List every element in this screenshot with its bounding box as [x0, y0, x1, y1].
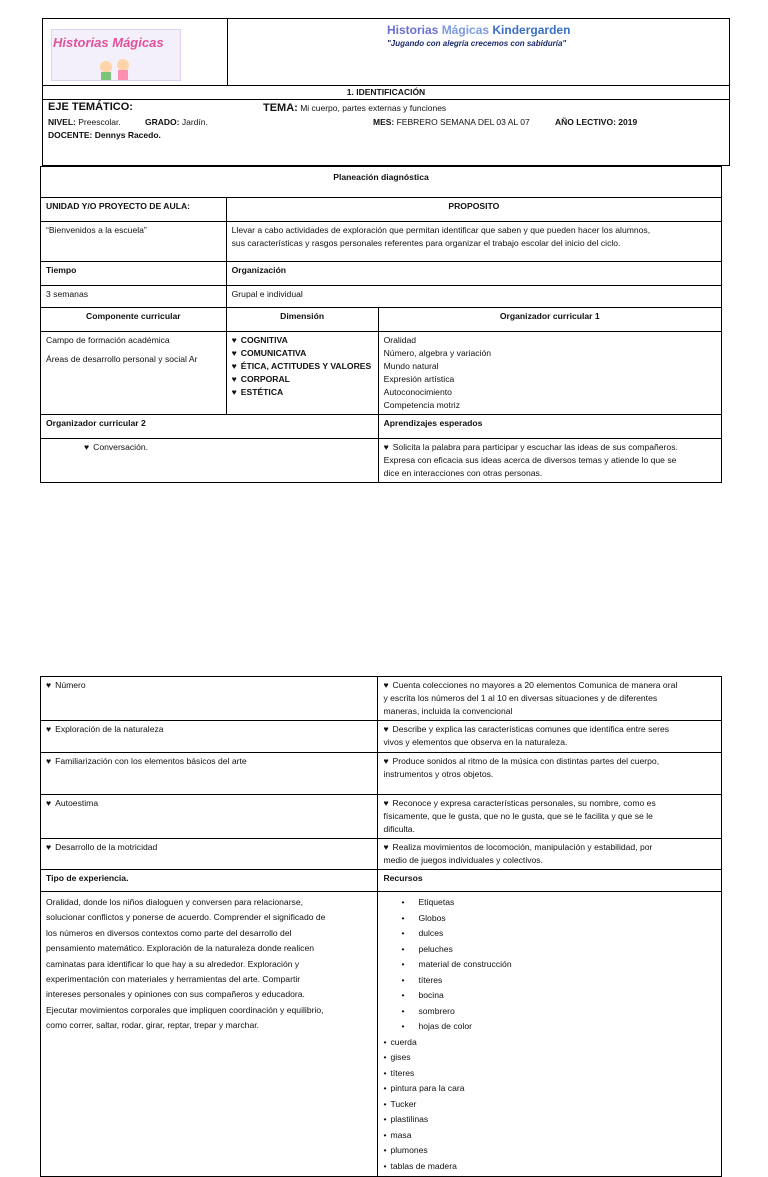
- heart-icon: ♥: [383, 442, 389, 452]
- proposito-value: [226, 222, 721, 262]
- organizacion-label: Organización: [226, 262, 721, 286]
- tipo-experiencia-text: [41, 892, 378, 1177]
- org1-item: Autoconocimiento: [383, 387, 452, 397]
- heart-icon: ♥: [383, 756, 389, 766]
- aprendizaje-line: medio de juegos individuales y colectivos.: [383, 855, 543, 865]
- aprendizajes-value: [378, 439, 721, 483]
- heart-icon: ♥: [231, 335, 237, 345]
- org2-value: [41, 439, 379, 483]
- aprendizaje-line: Cuenta colecciones no mayores a 20 elementos Comunica de manera oral: [392, 680, 678, 690]
- recurso-item: pintura para la cara: [390, 1083, 465, 1093]
- bullet-icon: •: [383, 1145, 387, 1155]
- recurso-item: Etiquetas: [418, 897, 455, 907]
- componente-value: [41, 332, 227, 415]
- ano-value: 2019: [615, 117, 638, 127]
- heart-icon: ♥: [383, 724, 389, 734]
- tema-label: TEMA:: [263, 102, 298, 114]
- bullet-icon: •: [383, 1052, 387, 1062]
- nivel-value: Preescolar.: [75, 117, 121, 127]
- dimension-item: COMUNICATIVA: [240, 348, 307, 358]
- bullet-icon: •: [383, 1098, 387, 1109]
- plan-title: Planeación diagnóstica: [41, 167, 722, 198]
- logo-cell: [43, 19, 228, 86]
- bullet-icon: •: [401, 959, 405, 969]
- recurso-item: títeres: [390, 1067, 415, 1078]
- proposito-label: PROPOSITO: [226, 198, 721, 222]
- docente-field: [48, 130, 161, 140]
- eje-label: EJE TEMÁTICO:: [48, 101, 133, 113]
- bullet-icon: •: [401, 974, 405, 985]
- recurso-item: gises: [390, 1052, 411, 1062]
- table-row: [41, 753, 722, 795]
- tipo-label: Tipo de experiencia.: [41, 870, 378, 892]
- school-name-part: Kindergarden: [492, 23, 571, 37]
- recurso-item: plumones: [390, 1145, 428, 1155]
- dimension-list: [226, 332, 378, 415]
- ano-field: [555, 117, 637, 127]
- tiempo-label: Tiempo: [41, 262, 227, 286]
- org2-item: Conversación.: [93, 442, 149, 452]
- aprendizaje-line: físicamente, que le gusta, que no le gusta, que se le facilita y que se le: [383, 811, 653, 821]
- tipo-line: los números en diversos contextos como parte del desarrollo del: [46, 927, 292, 938]
- tipo-line: experimentación con materiales y herramientas del arte. Compartir: [46, 974, 301, 985]
- heart-icon: ♥: [231, 387, 237, 397]
- nivel-label: NIVEL:: [48, 117, 76, 127]
- heart-icon: ♥: [383, 680, 389, 690]
- aprendizaje-line: Reconoce y expresa características personales, su nombre, como es: [392, 798, 656, 808]
- table-row: [41, 839, 722, 870]
- bullet-icon: •: [383, 1083, 387, 1093]
- aprendizaje-line: vivos y elementos que observa en la naturaleza.: [383, 737, 568, 747]
- bullet-icon: •: [383, 1067, 387, 1078]
- tipo-line: como correr, saltar, rodar, girar, reptar, trepar y marchar.: [46, 1020, 260, 1031]
- docente-label: DOCENTE:: [48, 130, 93, 140]
- recurso-item: bocina: [418, 990, 444, 1000]
- heart-icon: ♥: [231, 361, 237, 371]
- org2-item: Número: [55, 680, 86, 690]
- aprendizajes-label: Aprendizajes esperados: [378, 415, 721, 439]
- org1-item: Oralidad: [383, 335, 417, 345]
- componente-line: Áreas de desarrollo personal y social Ar: [46, 354, 198, 364]
- bullet-icon: •: [383, 1129, 387, 1140]
- heart-icon: ♥: [46, 842, 52, 852]
- recursos-list: [378, 892, 722, 1177]
- dimension-label: Dimensión: [226, 308, 378, 332]
- recursos-label: Recursos: [378, 870, 722, 892]
- recurso-item: tablas de madera: [390, 1160, 457, 1171]
- mes-label: MES:: [373, 117, 395, 127]
- mes-value: FEBRERO SEMANA DEL 03 AL 07: [394, 117, 530, 127]
- aprendizaje-line: dice en interacciones con otras personas.: [383, 468, 543, 478]
- componente-label: Componente curricular: [41, 308, 227, 332]
- aprendizaje-line: Expresa con eficacia sus ideas acerca de diversos temas y atiende lo que se: [383, 455, 677, 465]
- org1-item: Expresión artística: [383, 374, 455, 384]
- heart-icon: ♥: [46, 756, 52, 766]
- dimension-item: ÉTICA, ACTITUDES Y VALORES: [240, 361, 372, 371]
- tipo-line: solucionar conflictos y ponerse de acuerdo. Comprender el significado de: [46, 912, 326, 923]
- bullet-icon: •: [401, 928, 405, 938]
- school-name-part: Mágicas: [441, 23, 493, 37]
- recurso-item: Tucker: [390, 1098, 417, 1109]
- nivel-field: [48, 117, 121, 127]
- mes-field: [373, 117, 530, 127]
- aprendizaje-line: Produce sonidos al ritmo de la música con distintas partes del cuerpo,: [392, 756, 660, 766]
- tipo-line: pensamiento matemático. Exploración de la naturaleza donde realicen: [46, 943, 315, 954]
- aprendizaje-line: instrumentos y otros objetos.: [383, 769, 494, 779]
- proposito-line: sus características y rasgos personales referentes para organizar el trabajo escolar del inicio del ciclo.: [231, 238, 621, 248]
- logo-text: Historias Mágicas: [53, 35, 164, 50]
- planeacion-table: [40, 166, 722, 483]
- org2-item: Exploración de la naturaleza: [55, 724, 164, 734]
- heart-icon: ♥: [231, 348, 237, 358]
- bullet-icon: •: [401, 897, 405, 907]
- componente-line: Campo de formación académica: [46, 335, 170, 345]
- org1-list: [378, 332, 721, 415]
- heart-icon: ♥: [231, 374, 237, 384]
- recurso-item: plastilinas: [390, 1114, 429, 1124]
- school-name: [387, 23, 570, 37]
- organizacion-value: Grupal e individual: [226, 286, 721, 308]
- org1-item: Mundo natural: [383, 361, 439, 371]
- recurso-item: masa: [390, 1129, 412, 1140]
- org2-item: Autoestima: [55, 798, 99, 808]
- org2-item: Desarrollo de la motricidad: [55, 842, 158, 852]
- bullet-icon: •: [383, 1036, 387, 1047]
- table-row: [41, 721, 722, 753]
- recurso-item: Globos: [418, 912, 446, 923]
- recurso-item: cuerda: [390, 1036, 417, 1047]
- grado-value: Jardín.: [179, 117, 208, 127]
- tipo-line: Oralidad, donde los niños dialoguen y conversen para relacionarse,: [46, 897, 304, 907]
- aprendizaje-line: y escrita los números del 1 al 10 en diversas situaciones y de diferentes: [383, 693, 658, 703]
- bullet-icon: •: [401, 912, 405, 923]
- dimension-item: COGNITIVA: [240, 335, 288, 345]
- aprendizaje-line: dificulta.: [383, 824, 415, 834]
- unidad-label: UNIDAD Y/O PROYECTO DE AULA:: [41, 198, 227, 222]
- tipo-line: Ejecutar movimientos corporales que impliquen coordinación y equilibrio,: [46, 1004, 324, 1015]
- unidad-value: “Bienvenidos a la escuela”: [41, 222, 227, 262]
- aprendizajes-table: [40, 676, 722, 1177]
- school-motto: "Jugando con alegría crecemos con sabiduría": [387, 39, 567, 48]
- aprendizaje-line: maneras, incluida la convencional: [383, 706, 513, 716]
- org1-item: Número, algebra y variación: [383, 348, 492, 358]
- tipo-line: intereses personales y opiniones con sus compañeros y educadora.: [46, 989, 305, 1000]
- tema-value: Mi cuerpo, partes externas y funciones: [297, 103, 447, 113]
- table-row: [41, 677, 722, 721]
- bullet-icon: •: [401, 943, 405, 954]
- heart-icon: ♥: [84, 442, 90, 452]
- docente-value: Dennys Racedo.: [92, 130, 161, 140]
- bullet-icon: •: [383, 1114, 387, 1124]
- dimension-item: ESTÉTICA: [240, 387, 284, 397]
- org1-label: Organizador curricular 1: [378, 308, 721, 332]
- school-name-part: Historias: [387, 23, 442, 37]
- tiempo-value: 3 semanas: [41, 286, 227, 308]
- bullet-icon: •: [401, 990, 405, 1000]
- heart-icon: ♥: [383, 798, 389, 808]
- recurso-item: material de construcción: [418, 959, 512, 969]
- heart-icon: ♥: [46, 680, 52, 690]
- recurso-item: dulces: [418, 928, 444, 938]
- recurso-item: peluches: [418, 943, 453, 954]
- ano-label: AÑO LECTIVO:: [555, 117, 616, 127]
- recurso-item: sombrero: [418, 1005, 455, 1016]
- dimension-item: CORPORAL: [240, 374, 290, 384]
- bullet-icon: •: [383, 1160, 387, 1171]
- tema-field: [263, 102, 446, 114]
- aprendizaje-line: Describe y explica las características comunes que identifica entre seres: [392, 724, 670, 734]
- org2-label: Organizador curricular 2: [41, 415, 379, 439]
- tipo-line: caminatas para identificar lo que hay a su alrededor. Exploración y: [46, 958, 300, 969]
- school-cell: [227, 19, 729, 86]
- heart-icon: ♥: [46, 724, 52, 734]
- identification-header: [42, 18, 730, 166]
- table-row: [41, 795, 722, 839]
- heart-icon: ♥: [383, 842, 389, 852]
- grado-label: GRADO:: [145, 117, 180, 127]
- recurso-item: hojas de color: [418, 1021, 472, 1031]
- heart-icon: ♥: [46, 798, 52, 808]
- grado-field: [145, 117, 208, 127]
- recurso-item: títeres: [418, 974, 443, 985]
- bullet-icon: •: [401, 1021, 405, 1031]
- proposito-line: Llevar a cabo actividades de exploración que permitan identificar que saben y que pueden hacer los alumnos,: [231, 225, 651, 235]
- aprendizaje-line: Realiza movimientos de locomoción, manipulación y estabilidad, por: [392, 842, 653, 852]
- section-title: 1. IDENTIFICACIÓN: [43, 85, 729, 100]
- recursos-column-1: [383, 895, 623, 1035]
- org2-item: Familiarización con los elementos básicos del arte: [55, 756, 247, 766]
- bullet-icon: •: [401, 1005, 405, 1016]
- recursos-column-2: [383, 1035, 479, 1175]
- org1-item: Competencia motriz: [383, 400, 461, 410]
- aprendizaje-line: Solicita la palabra para participar y escuchar las ideas de sus compañeros.: [392, 442, 678, 452]
